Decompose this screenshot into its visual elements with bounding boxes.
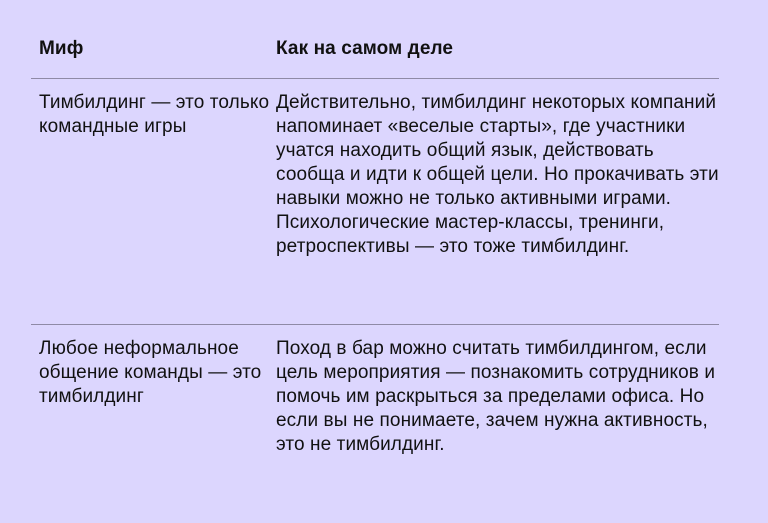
truth-cell: Действительно, тимбилдинг некоторых компаний напоминает «веселые старты», где участники учатся находить общий язык, действовать сообща и идти к общей цели. Но прокачивать эти навыки можно не только активными играми. Психологические мастер-классы, тренинги, ретроспективы — это тоже тимбилдинг. [276,92,719,257]
header-truth: Как на самом деле [276,38,454,59]
table-header-row [31,0,719,79]
table-row [31,79,719,325]
myth-vs-reality-table [31,0,719,515]
myth-cell: Тимбилдинг — это только командные игры [39,92,270,137]
header-myth: Миф [39,38,84,59]
table-row [31,325,719,515]
myth-cell: Любое неформальное общение команды — это тимбилдинг [39,338,262,407]
truth-cell: Поход в бар можно считать тимбилдингом, если цель мероприятия — познакомить сотрудников и помочь им раскрыться за пределами офиса. Но если вы не понимаете, зачем нужна активность, это не тимбилдинг. [276,338,716,455]
